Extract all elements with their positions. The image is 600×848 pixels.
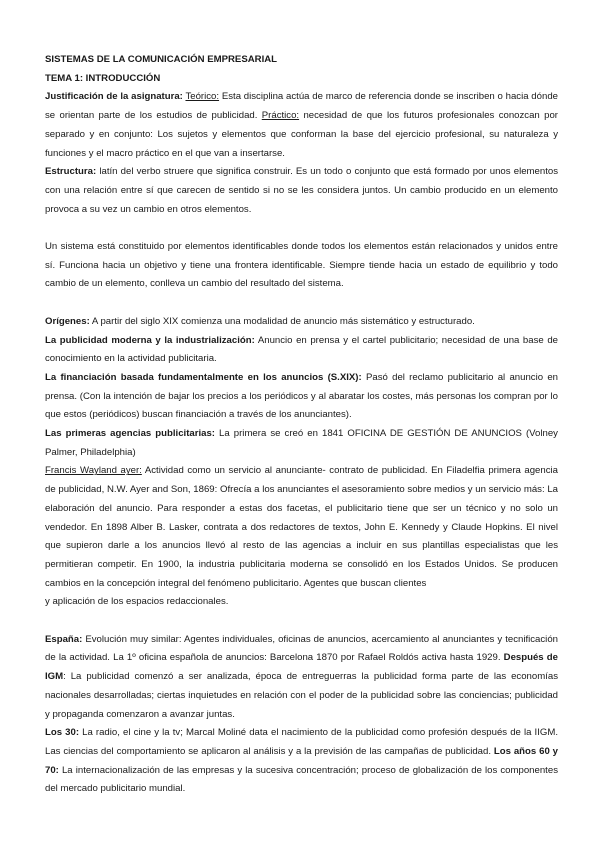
section-title: TEMA 1: INTRODUCCIÓN	[45, 72, 161, 84]
teorico-label: Teórico:	[185, 91, 220, 103]
industrializacion-paragraph	[45, 332, 558, 369]
financiacion-text: Pasó del reclamo publicitario al anuncio en prensa. (Con la intención de bajar los precios a los periódicos y al abaratar los costes, más personas los compran por lo que estos (periódicos) buscan financiación a través de los anunciantes).	[45, 371, 558, 421]
agencias-text: La primera se creó en 1841 OFICINA DE GESTIÓN DE ANUNCIOS (Volney Palmer, Philadelphia)	[45, 428, 558, 458]
estructura-text: latín del verbo struere que significa construir. Es un todo o conjunto que está formado por unos elementos con una relación entre sí que carecen de sentido si no se les considera juntos. Un cambio producido en un elemento provoca a su vez un cambio en otros elementos.	[45, 166, 558, 215]
igm-label: Después de IGM	[45, 652, 558, 683]
espana-text: Evolución muy similar: Agentes individuales, oficinas de anuncios, acercamiento al anunciantes y tecnificación de la actividad. La 1º oficina española de anuncios: Barcelona 1870 por Rafael Roldós activa hasta 1929.	[45, 633, 558, 664]
ayer-paragraph	[45, 462, 558, 593]
justificacion-label: Justificación de la asignatura:	[45, 91, 183, 103]
financiacion-paragraph	[45, 369, 558, 425]
los6070-text: La internacionalización de las empresas y la sucesiva concentración; proceso de globalización de los componentes del mercado publicitario mundial.	[45, 764, 558, 795]
los30-label: Los 30:	[45, 727, 80, 739]
origenes-paragraph	[45, 313, 558, 332]
los30-paragraph	[45, 724, 558, 799]
document-page	[45, 51, 558, 799]
igm-text: : La publicidad comenzó a ser analizada, época de entreguerras la publicidad forma parte de las economías nacionales desarrolladas; ciertas inquietudes en relación con el poder de la publicidad sobre las conciencias; publicidad y propaganda comenzaron a avanzar juntas.	[45, 671, 558, 720]
agencias-paragraph	[45, 425, 558, 462]
financiacion-label: La financiación basada fundamentalmente en los anuncios (S.XIX):	[45, 371, 362, 383]
los30-text: La radio, el cine y la tv; Marcal Moliné data el nacimiento de la publicidad como profesión después de la IIGM. Las ciencias del comportamiento se aplicaron al análisis y a la previsión de las campañas de publicidad.	[45, 727, 558, 757]
sistema-paragraph: Un sistema está constituido por elementos identificables donde todos los elementos están relacionados y unidos entre sí. Funciona hacia un objetivo y tiene una frontera identificable. Siempre tiende hacia un estado de equilibrio y todo cambio de un elemento, conlleva un cambio del resultado del sistema.	[45, 241, 558, 290]
practico-text: necesidad de que los futuros profesionales conozcan por separado y en conjunto: Los sujetos y elementos que conforman la base del ejercicio profesional, su naturaleza y funciones y el macro práctico en el que van a insertarse.	[45, 110, 558, 159]
document-title: SISTEMAS DE LA COMUNICACIÓN EMPRESARIAL	[45, 54, 278, 65]
estructura-label: Estructura:	[45, 166, 97, 178]
industrializacion-label: La publicidad moderna y la industrialización:	[45, 334, 255, 346]
justificacion-paragraph	[45, 88, 558, 163]
practico-label: Práctico:	[261, 110, 300, 122]
espana-label: España:	[45, 633, 83, 645]
ayer-paragraph-end: y aplicación de los espacios redaccionales.	[45, 596, 229, 608]
espana-paragraph	[45, 631, 558, 725]
origenes-label: Orígenes:	[45, 315, 90, 327]
industrializacion-text: Anuncio en prensa y el cartel publicitario; necesidad de una base de conocimiento en la actividad publicitaria.	[45, 334, 558, 365]
agencias-label: Las primeras agencias publicitarias:	[45, 428, 215, 440]
estructura-paragraph	[45, 163, 558, 219]
ayer-label: Francis Wayland ayer:	[45, 465, 142, 477]
ayer-text: Actividad como un servicio al anunciante- contrato de publicidad. En Filadelfia primera agencia de publicidad, N.W. Ayer and Son, 1869: Ofrecía a los anunciantes el asesoramiento sobre medios y un servicio más: La elaboración del anuncio. Para responder a estas dos facetas, el publicitario tiene que ser un técnico y no solo un vendedor. En 1898 Alber B. Lasker, contrata a dos redactores de textos, John E. Kennedy y Claude Hopkins. El nivel que supieron darle a los anuncios llevó al resto de las agencias a incluir en sus plantillas especialistas que les permitieran competir. En 1900, la industria publicitaria moderna se consolidó en los Estados Unidos. Se producen cambios en la concepción integral del fenómeno publicitario. Agentes que buscan clientes	[45, 465, 558, 589]
teorico-text: Esta disciplina actúa de marco de referencia donde se inscriben o hacia dónde se orientan parte de los estudios de publicidad.	[45, 91, 558, 122]
origenes-text: A partir del siglo XIX comienza una modalidad de anuncio más sistemático y estructurado.	[89, 315, 475, 327]
los6070-label: Los años 60 y 70:	[45, 745, 558, 776]
